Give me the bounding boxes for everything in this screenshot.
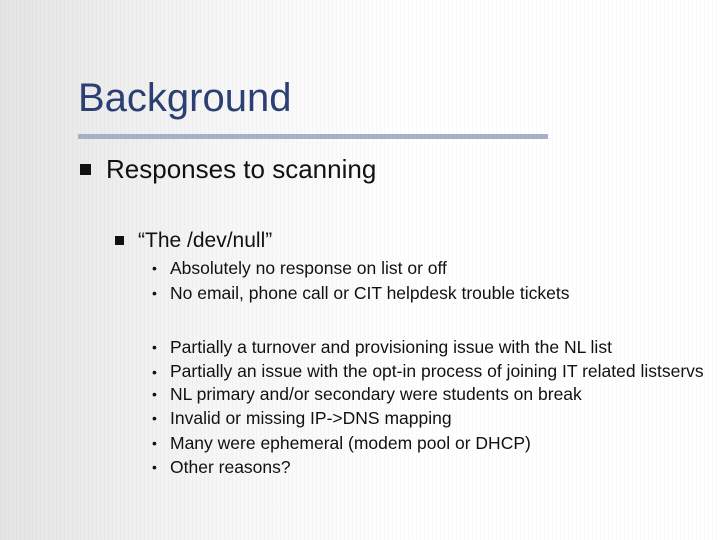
list-item: • Partially an issue with the opt-in process of joining IT related listservs <box>152 360 712 382</box>
bullet-dot-icon: • <box>152 284 157 301</box>
title-underline <box>78 134 548 139</box>
bullet-dot-icon: • <box>152 260 157 276</box>
bullet-dot-icon: • <box>152 434 157 451</box>
bullet-dot-icon: • <box>152 385 157 402</box>
list-item: • Other reasons? <box>152 455 712 480</box>
slide-title: Background <box>78 76 292 120</box>
list-item: • Many were ephemeral (modem pool or DHCP) <box>152 431 712 456</box>
bullet-dot-icon: • <box>152 339 157 355</box>
list-item: • No email, phone call or CIT helpdesk trouble tickets <box>152 281 712 306</box>
bullet-dot-icon: • <box>152 363 157 380</box>
level2-item: “The /dev/null” <box>138 229 273 252</box>
bullet-dot-icon: • <box>152 410 157 426</box>
bullet-list-group-a <box>152 256 712 305</box>
list-item: • Partially a turnover and provisioning issue with the NL list <box>152 335 712 360</box>
level2-bullet-icon <box>115 236 124 245</box>
list-item: • Invalid or missing IP->DNS mapping <box>152 406 712 431</box>
list-item: • NL primary and/or secondary were students on break <box>152 382 712 407</box>
bullet-list-group-b <box>152 335 712 480</box>
list-item: • Absolutely no response on list or off <box>152 256 712 281</box>
level1-bullet-icon <box>80 164 91 175</box>
bullet-dot-icon: • <box>152 459 157 475</box>
level1-item: Responses to scanning <box>106 154 377 184</box>
